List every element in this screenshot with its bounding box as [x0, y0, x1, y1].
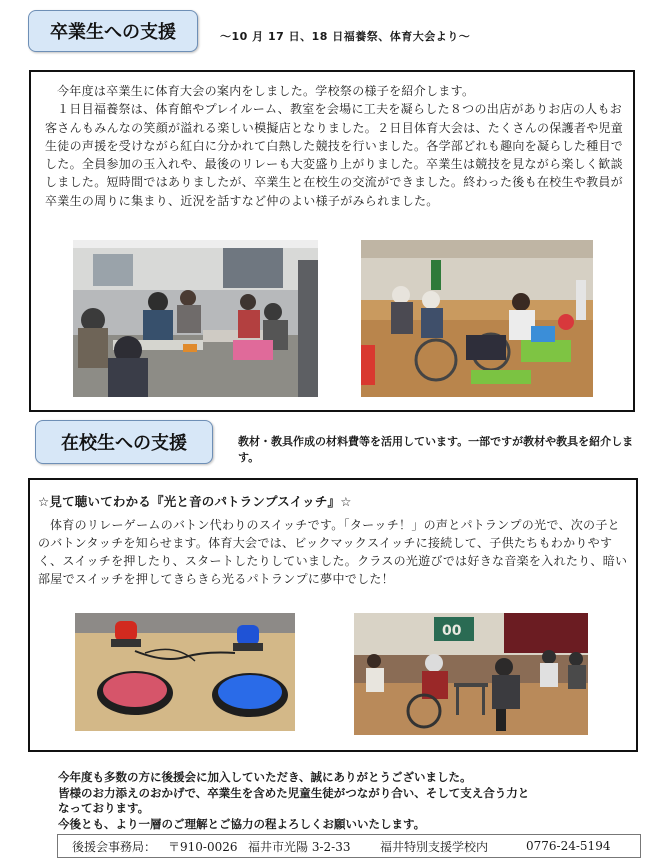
school-name: 福井特別支援学校内: [380, 839, 489, 854]
teaching-tool-description: [38, 516, 632, 588]
closing-message: [58, 770, 618, 832]
graduates-article-text: [45, 82, 627, 210]
address: 福井市光陽 3-2-33: [248, 839, 351, 854]
article-paragraph: １日目福養祭は、体育館やプレイルーム、教室を会場に工夫を凝らした８つの出店がありお店の人もお客さんもみんなの笑顔が溢れる楽しい模擬店となりました。２日目体育大会は、たくさんの保護者や児童生徒の声援を受けながら紅白に分かれて白熱した競技を行いました。各学部どれも趣向を凝らした種目でした。全員参加の玉入れや、最後のリレーも大変盛り上がりました。卒業生は競技を見ながら楽しく歓談しました。短時間ではありましたが、卒業生と在校生の交流ができました。終わった後も在校生や教員が卒業生の周りに集まり、近況を話すなど仲のよい様子がみられました。: [45, 102, 624, 208]
teaching-tool-title: ☆見て聴いてわかる『光と音のパトランプスイッチ』☆: [38, 494, 352, 509]
festival-stalls-photo: [73, 240, 318, 397]
closing-line: 今後とも、より一層のご理解とご協力の程よろしくお願いいたします。: [58, 816, 426, 831]
section-subtitle-materials: 教材・教具作成の材料費等を活用しています。一部ですが教材や教具を紹介します。: [238, 435, 634, 464]
postal-code: 〒910-0026: [168, 839, 238, 854]
section-subtitle-event-dates: ～10 月 17 日、18 日福養祭、体育大会より～: [220, 30, 471, 43]
closing-line: 今年度も多数の方に後援会に加入していただき、誠にありがとうございました。: [58, 770, 472, 784]
contact-footer: [57, 834, 641, 858]
relay-game-photo: [354, 613, 588, 735]
office-label: 後援会事務局：: [72, 839, 157, 854]
phone-number: 0776-24-5194: [526, 839, 611, 853]
section-title-students: 在校生への支援: [35, 420, 213, 464]
closing-line: 皆様のお力添えのおかげで、卒業生を含めた児童生徒がつながり合い、そして支え合う力と: [58, 785, 530, 800]
sports-day-photo: [361, 240, 593, 397]
section-title-graduates: 卒業生への支援: [28, 10, 198, 52]
graduates-support-box: [29, 70, 635, 412]
gym-scoreboard-label: 00: [442, 623, 462, 639]
article-paragraph: 今年度は卒業生に体育大会の案内をしました。学校祭の様子を紹介します。: [57, 84, 475, 98]
patlamp-switch-photo: [75, 613, 295, 731]
description-paragraph: 体育のリレーゲームのバトン代わりのスイッチです。「ターッチ！」の声とパトランプの光で、次の子とのバトンタッチを知らせます。体育大会では、ビックマックスイッチに接続して、子供たちもわかりやすく、スイッチを押したり、スタートしたりしていました。クラスの光遊びでは好きな音楽を入れたり、暗い部屋でスイッチを押してきらきら光るパトランプに夢中でした！: [38, 518, 628, 586]
closing-line: なっております。: [58, 801, 150, 815]
students-support-box: [28, 478, 638, 752]
